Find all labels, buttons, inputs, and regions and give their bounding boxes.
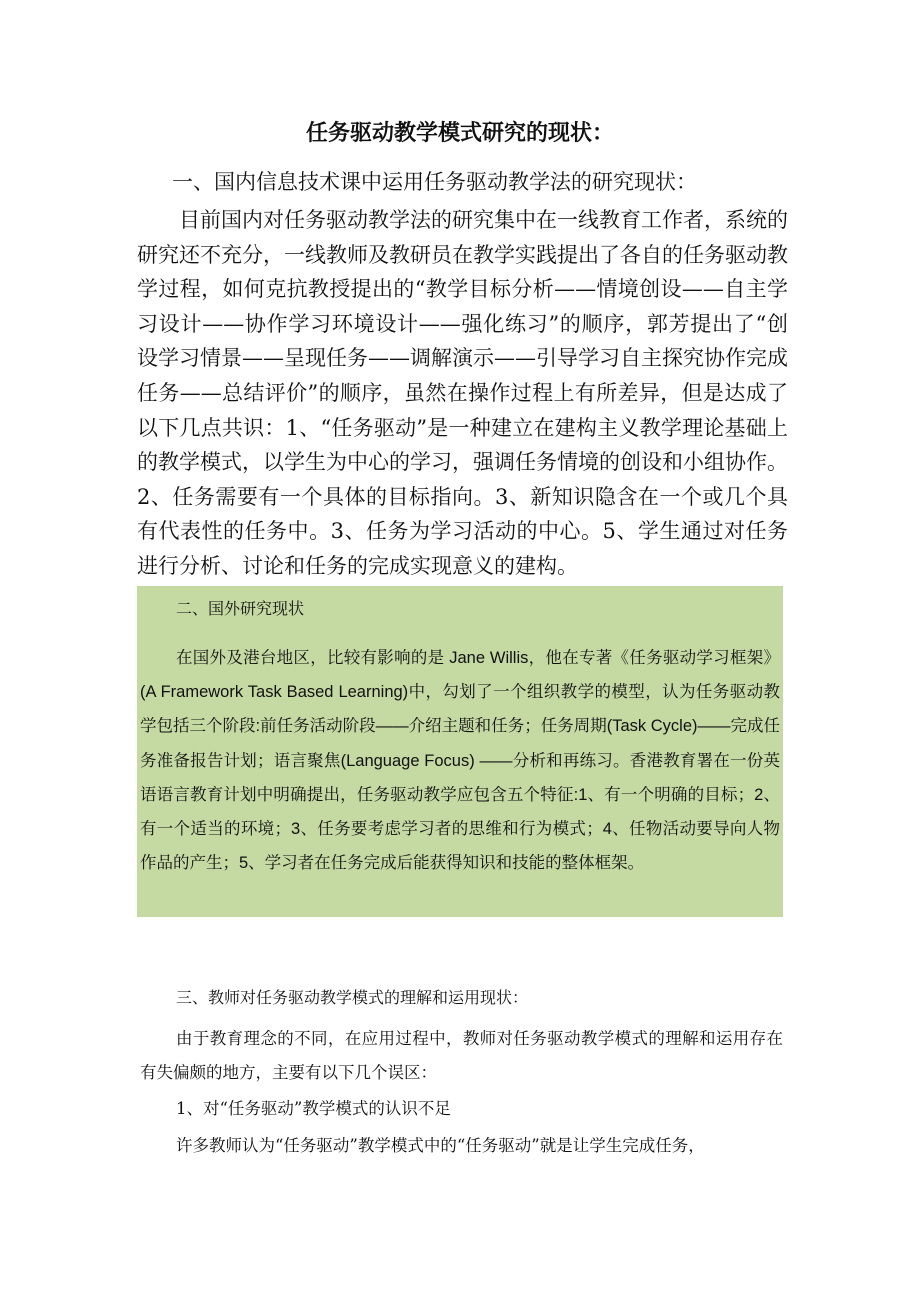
section2-body: 在国外及港台地区，比较有影响的是 Jane Willis，他在专著《任务驱动学习框架》(A Framework Task Based Learning)中，勾划了一个组织教学的模型，认为任务驱动教学包括三个阶段:前任务活动阶段——介绍主题和任务；任务周期(Task Cycle)——完成任务准备报告计划；语言聚焦(Language Focus) ——分析和再练习。香港教育署在一份英语语言教育计划中明确提出，任务驱动教学应包含五个特征:1、有一个明确的目标；2、有一个适当的环境；3、任务要考虑学习者的思维和行为模式；4、任物活动要导向人物作品的产生；5、学习者在任务完成后能获得知识和技能的整体框架。 [140, 649, 780, 873]
section3-body: 由于教育理念的不同，在应用过程中，教师对任务驱动教学模式的理解和运用存在有失偏颇的地方，主要有以下几个误区： [140, 1029, 783, 1082]
section1-body: 目前国内对任务驱动教学法的研究集中在一线教育工作者，系统的研究还不充分，一线教师及教研员在教学实践提出了各自的任务驱动教学过程，如何克抗教授提出的“教学目标分析——情境创设——自主学习设计——协作学习环境设计——强化练习”的顺序，郭芳提出了“创设学习情景——呈现任务——调解演示——引导学习自主探究协作完成任务——总结评价”的顺序，虽然在操作过程上有所差异，但是达成了以下几点共识：1、“任务驱动”是一种建立在建构主义教学理论基础上的教学模式，以学生为中心的学习，强调任务情境的创设和小组协作。2、任务需要有一个具体的目标指向。3、新知识隐含在一个或几个具有代表性的任务中。3、任务为学习活动的中心。5、学生通过对任务进行分析、讨论和任务的完成实现意义的建构。 [137, 208, 788, 578]
section2-heading: 二、国外研究现状 [176, 599, 305, 618]
section3-item-1: 1、对“任务驱动”教学模式的认识不足 [176, 1099, 451, 1118]
section3-body-2: 许多教师认为“任务驱动”教学模式中的“任务驱动”就是让学生完成任务， [176, 1136, 705, 1155]
section3-heading: 三、教师对任务驱动教学模式的理解和运用现状： [176, 988, 529, 1007]
document-title: 任务驱动教学模式研究的现状： [305, 120, 614, 146]
section1-heading: 一、国内信息技术课中运用任务驱动教学法的研究现状： [172, 170, 697, 194]
